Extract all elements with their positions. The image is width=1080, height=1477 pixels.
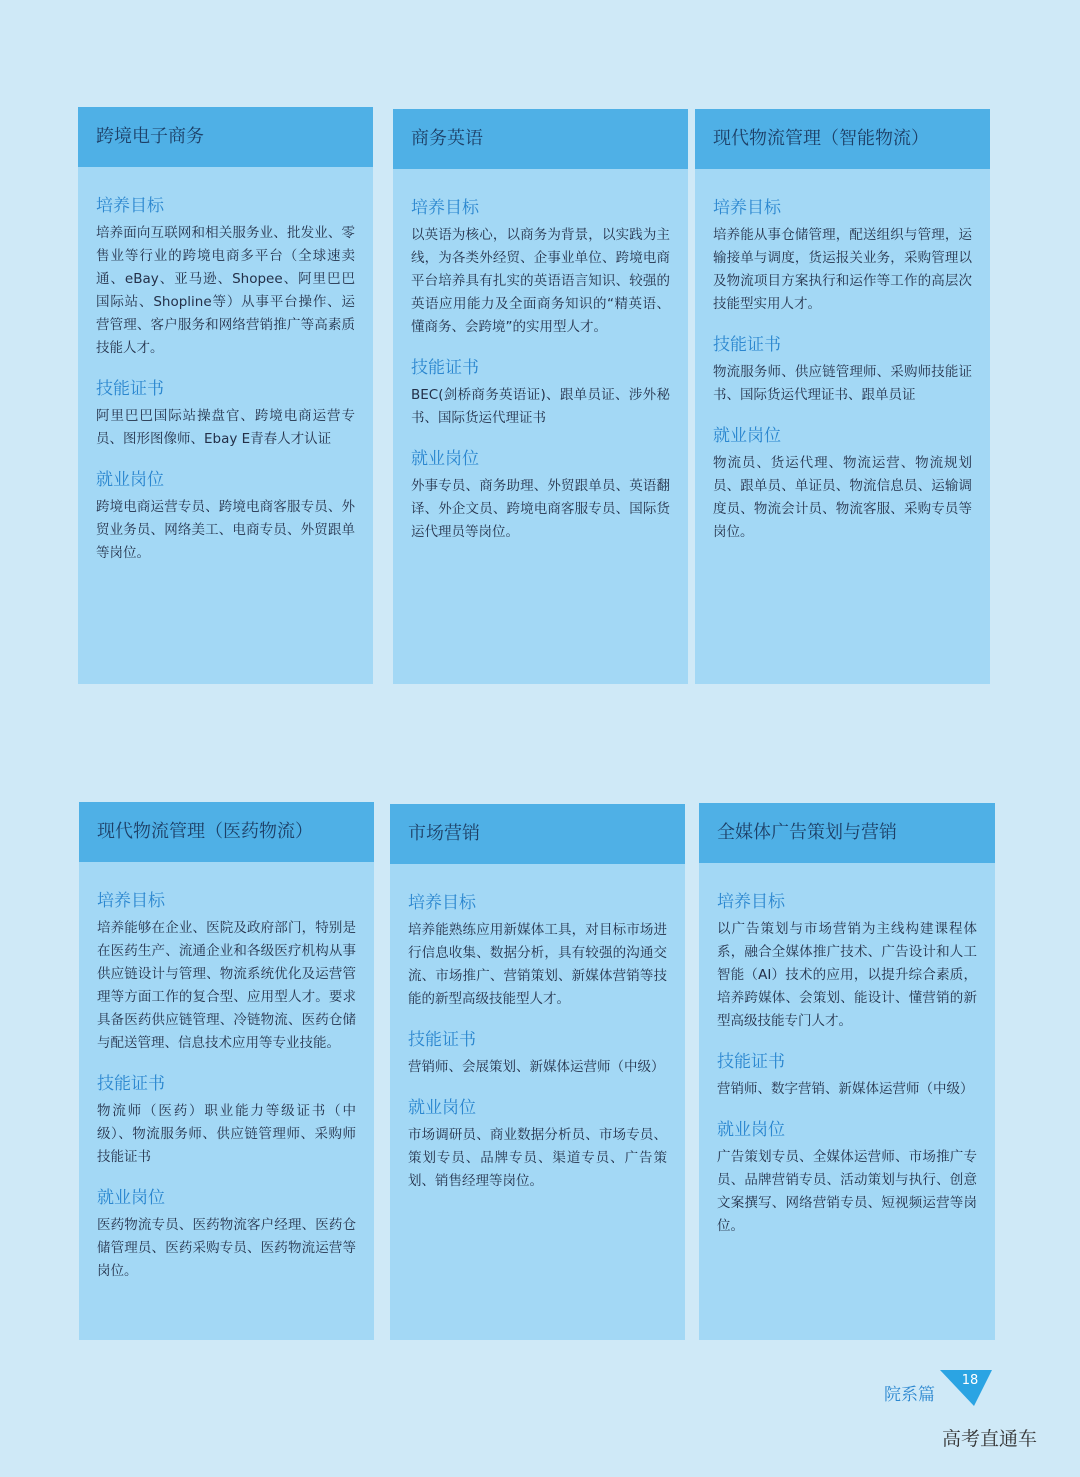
section-heading: 培养目标 bbox=[411, 198, 479, 218]
section-text: 市场调研员、商业数据分析员、市场专员、策划专员、品牌专员、渠道专员、广告策划、销售经理等岗位。 bbox=[408, 1127, 667, 1189]
section-text: 外事专员、商务助理、外贸跟单员、英语翻译、外企文员、跨境电商客服专员、国际货运代理员等岗位。 bbox=[411, 478, 670, 540]
card-title: 商务英语 bbox=[393, 109, 688, 169]
section-heading: 技能证书 bbox=[96, 379, 164, 399]
section-text: 医药物流专员、医药物流客户经理、医药仓储管理员、医药采购专员、医药物流运营等岗位。 bbox=[97, 1217, 356, 1279]
card-title: 现代物流管理（智能物流） bbox=[695, 109, 990, 169]
section-heading: 培养目标 bbox=[713, 198, 781, 218]
section-text: 培养能从事仓储管理，配送组织与管理，运输接单与调度，货运报关业务，采购管理以及物流项目方案执行和运作等工作的高层次技能型实用人才。 bbox=[713, 227, 972, 312]
section-heading: 就业岗位 bbox=[717, 1120, 785, 1140]
watermark-text: 高考直通车 bbox=[942, 1428, 1038, 1450]
section-text: 阿里巴巴国际站操盘官、跨境电商运营专员、图形图像师、Ebay E青春人才认证 bbox=[96, 408, 355, 447]
card-title: 跨境电子商务 bbox=[78, 107, 373, 167]
page-number: 18 bbox=[961, 1373, 979, 1388]
section-heading: 培养目标 bbox=[97, 891, 165, 911]
section-heading: 技能证书 bbox=[717, 1052, 785, 1072]
section-text: 以广告策划与市场营销为主线构建课程体系，融合全媒体推广技术、广告设计和人工智能（AI）技术的应用，以提升综合素质，培养跨媒体、会策划、能设计、懂营销的新型高级技能专门人才。 bbox=[717, 921, 977, 1029]
section-heading: 技能证书 bbox=[97, 1074, 165, 1094]
section-heading: 就业岗位 bbox=[97, 1188, 165, 1208]
section-text: 以英语为核心，以商务为背景，以实践为主线，为各类外经贸、企事业单位、跨境电商平台培养具有扎实的英语语言知识、较强的英语应用能力及全面商务知识的“精英语、懂商务、会跨境”的实用型人才。 bbox=[411, 227, 670, 335]
card-title: 市场营销 bbox=[390, 804, 685, 864]
card-title: 现代物流管理（医药物流） bbox=[79, 802, 374, 862]
section-heading: 就业岗位 bbox=[96, 470, 164, 490]
section-text: 营销师、数字营销、新媒体运营师（中级） bbox=[717, 1081, 974, 1097]
section-heading: 技能证书 bbox=[713, 335, 781, 355]
section-heading: 技能证书 bbox=[411, 358, 479, 378]
program-card-media-advertising bbox=[699, 803, 995, 1340]
section-text: 物流服务师、供应链管理师、采购师技能证书、国际货运代理证书、跟单员证 bbox=[713, 364, 972, 403]
section-heading: 就业岗位 bbox=[408, 1098, 476, 1118]
program-card-smart-logistics bbox=[695, 109, 990, 684]
program-card-marketing bbox=[390, 804, 685, 1340]
section-text: BEC(剑桥商务英语证)、跟单员证、涉外秘书、国际货运代理证书 bbox=[411, 387, 670, 426]
section-text: 培养能熟练应用新媒体工具，对目标市场进行信息收集、数据分析，具有较强的沟通交流、市场推广、营销策划、新媒体营销等技能的新型高级技能型人才。 bbox=[408, 922, 667, 1007]
section-heading: 培养目标 bbox=[408, 893, 476, 913]
section-text: 培养面向互联网和相关服务业、批发业、零售业等行业的跨境电商多平台（全球速卖通、eBay、亚马逊、Shopee、阿里巴巴国际站、Shopline等）从事平台操作、运营管理、客户服务和网络营销推广等高素质技能人才。 bbox=[96, 225, 355, 356]
section-heading: 技能证书 bbox=[408, 1030, 476, 1050]
section-heading: 就业岗位 bbox=[411, 449, 479, 469]
program-card-business-english bbox=[393, 109, 688, 684]
section-text: 物流师（医药）职业能力等级证书（中级）、物流服务师、供应链管理师、采购师技能证书 bbox=[97, 1103, 356, 1165]
section-text: 跨境电商运营专员、跨境电商客服专员、外贸业务员、网络美工、电商专员、外贸跟单等岗位。 bbox=[96, 499, 355, 561]
section-heading: 培养目标 bbox=[96, 196, 164, 216]
section-heading: 培养目标 bbox=[717, 892, 785, 912]
section-text: 培养能够在企业、医院及政府部门，特别是在医药生产、流通企业和各级医疗机构从事供应链设计与管理、物流系统优化及运营管理等方面工作的复合型、应用型人才。要求具备医药供应链管理、冷链物流、医药仓储与配送管理、信息技术应用等专业技能。 bbox=[97, 920, 356, 1051]
program-card-medical-logistics bbox=[79, 802, 374, 1340]
footer-section-label: 院系篇 bbox=[884, 1385, 935, 1405]
program-card-cross-border-ecommerce bbox=[78, 107, 373, 684]
card-title: 全媒体广告策划与营销 bbox=[699, 803, 995, 863]
section-heading: 就业岗位 bbox=[713, 426, 781, 446]
section-text: 营销师、会展策划、新媒体运营师（中级） bbox=[408, 1059, 665, 1075]
section-text: 广告策划专员、全媒体运营师、市场推广专员、品牌营销专员、活动策划与执行、创意文案撰写、网络营销专员、短视频运营等岗位。 bbox=[717, 1149, 977, 1234]
section-text: 物流员、货运代理、物流运营、物流规划员、跟单员、单证员、物流信息员、运输调度员、物流会计员、物流客服、采购专员等岗位。 bbox=[713, 455, 972, 540]
